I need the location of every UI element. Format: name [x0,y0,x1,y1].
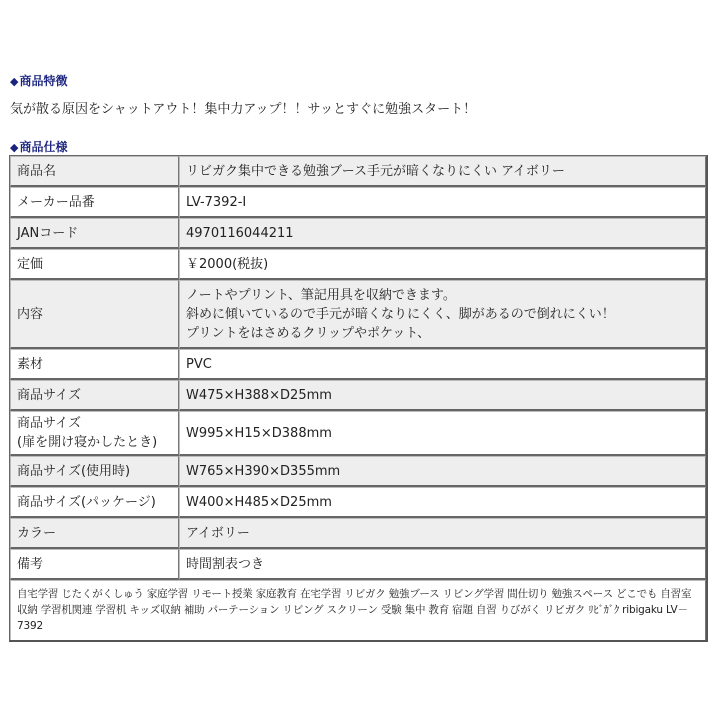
spec-label: 内容 [10,280,179,349]
spec-value: W765×H390×D355mm [179,456,706,487]
spec-label-line: 商品サイズ [17,416,81,431]
spec-row-model-number [10,187,706,218]
spec-row-notes [10,549,706,580]
spec-value-line: プリントをはさめるクリップやポケット、 [186,325,431,341]
spec-row-size-package [10,487,706,518]
spec-value: LV-7392-I [179,187,706,218]
spec-value: 時間割表つき [179,549,706,580]
spec-value-line: 斜めに傾いているので手元が暗くなりにくく、脚があるので倒れにくい！ [186,306,615,322]
spec-value: W995×H15×D388mm [179,411,706,456]
spec-value-line: ノートやプリント、筆記用具を収納できます。 [186,287,456,303]
spec-value: ￥2000(税抜) [179,249,706,280]
spec-label: JANコード [10,218,179,249]
spec-value: W475×H388×D25mm [179,380,706,411]
spec-label: 素材 [10,349,179,380]
spec-label: 商品名 [10,156,179,187]
spec-label: 商品サイズ [10,380,179,411]
spec-label-line: (扉を開け寝かしたとき) [17,435,158,450]
spec-row-material [10,349,706,380]
specs-heading-label: 商品仕様 [19,140,68,154]
features-heading [10,72,67,89]
diamond-icon: ◆ [10,75,19,88]
spec-label: 定価 [10,249,179,280]
spec-label: 備考 [10,549,179,580]
spec-table [9,155,708,642]
spec-value: アイボリー [179,518,706,549]
spec-row-size-in-use [10,456,706,487]
spec-row-list-price [10,249,706,280]
spec-row-size-opened [10,411,706,456]
feature-description: 気が散る原因をシャットアウト！集中力アップ！！サッとすぐに勉強スタート！ [10,102,477,117]
diamond-icon: ◆ [10,141,19,154]
spec-row-color [10,518,706,549]
spec-label: カラー [10,518,179,549]
spec-row-jan-code [10,218,706,249]
spec-value: W400×H485×D25mm [179,487,706,518]
spec-label: 商品サイズ(使用時) [10,456,179,487]
spec-row-contents [10,280,706,349]
spec-label [10,411,179,456]
spec-row-keywords [10,580,706,640]
spec-value: PVC [179,349,706,380]
spec-value: リビガク集中できる勉強ブース手元が暗くなりにくい アイボリー [179,156,706,187]
specs-heading [10,138,67,155]
spec-row-product-name [10,156,706,187]
spec-label: メーカー品番 [10,187,179,218]
keywords-text: 自宅学習 じたくがくしゅう 家庭学習 リモート授業 家庭教育 在宅学習 リビガク 勉強ブース リビング学習 間仕切り 勉強スペース どこでも 自習室 収納 学習机関連 学習机 キッズ収納 補助 パーテーション リビング スクリーン 受験 集中 教育 宿題 自習 りびがく リビガク ﾘﾋﾞｶﾞｸ ribigaku LV－7392 [10,580,706,640]
spec-label: 商品サイズ(パッケージ) [10,487,179,518]
spec-value [179,280,706,349]
spec-value: 4970116044211 [179,218,706,249]
features-heading-label: 商品特徴 [19,74,68,88]
spec-row-product-size [10,380,706,411]
